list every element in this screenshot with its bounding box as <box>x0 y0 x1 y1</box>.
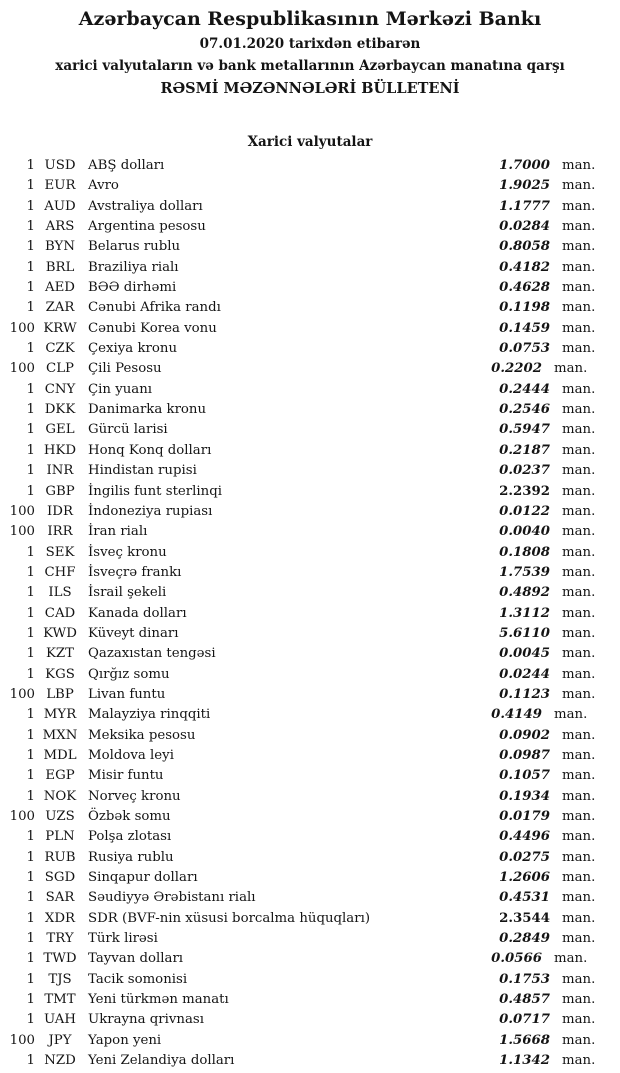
table-row <box>0 400 620 420</box>
row-unit-label: man. <box>562 666 596 682</box>
table-row <box>0 441 620 461</box>
table-row <box>0 319 620 339</box>
row-currency-name: Rusiya rublu <box>88 849 174 865</box>
row-unit-label: man. <box>562 422 596 438</box>
row-unit-label: man. <box>562 788 596 804</box>
row-unit-label: man. <box>562 320 596 336</box>
row-unit-label: man. <box>562 259 596 275</box>
row-nominal: 1 <box>26 849 35 865</box>
row-unit-label: man. <box>562 503 596 519</box>
row-nominal: 1 <box>26 890 35 906</box>
row-rate: 0.1753 <box>499 971 550 987</box>
row-currency-name: Cənubi Afrika randı <box>88 300 221 316</box>
row-nominal: 100 <box>9 686 35 702</box>
row-rate: 0.4628 <box>499 280 550 296</box>
row-currency-code: SEK <box>45 544 75 560</box>
row-rate: 0.0717 <box>499 1012 550 1028</box>
row-unit-label: man. <box>554 707 588 723</box>
row-currency-name: Argentina pesosu <box>88 219 206 235</box>
row-rate: 0.1934 <box>499 788 550 804</box>
row-currency-name: Çin yuanı <box>88 381 153 397</box>
row-currency-name: Tayvan dolları <box>88 951 184 967</box>
row-nominal: 1 <box>26 1012 35 1028</box>
row-currency-name: Avro <box>88 178 119 194</box>
table-row <box>0 685 620 705</box>
row-currency-name: Misir funtu <box>88 768 164 784</box>
row-unit-label: man. <box>562 564 596 580</box>
row-currency-code: UAH <box>44 1012 76 1028</box>
row-unit-label: man. <box>562 381 596 397</box>
row-currency-code: EGP <box>45 768 75 784</box>
row-unit-label: man. <box>562 890 596 906</box>
row-rate: 0.0284 <box>499 219 550 235</box>
row-unit-label: man. <box>562 178 596 194</box>
table-row <box>0 522 620 542</box>
row-currency-code: ZAR <box>45 300 75 316</box>
effective-date-line: 07.01.2020 tarixdən etibarən <box>199 36 421 52</box>
row-rate: 0.0244 <box>499 666 550 682</box>
row-currency-code: PLN <box>45 829 75 845</box>
row-currency-name: Cənubi Korea vonu <box>88 320 217 336</box>
row-currency-name: ABŞ dolları <box>88 158 165 173</box>
row-unit-label: man. <box>562 870 596 886</box>
row-unit-label: man. <box>562 483 596 499</box>
row-currency-name: Tacik somonisi <box>88 971 188 987</box>
row-currency-code: AUD <box>44 198 76 214</box>
row-currency-name: Polşa zlotası <box>88 829 172 845</box>
row-rate: 0.1057 <box>499 768 550 784</box>
row-unit-label: man. <box>562 768 596 784</box>
row-nominal: 1 <box>26 381 35 397</box>
row-currency-name: Kanada dolları <box>88 605 187 621</box>
row-rate: 0.4857 <box>499 992 550 1008</box>
table-row <box>0 746 620 766</box>
row-rate: 1.1342 <box>499 1053 550 1069</box>
row-unit-label: man. <box>562 341 596 357</box>
row-currency-name: Türk lirəsi <box>88 931 158 947</box>
row-nominal: 1 <box>26 747 35 763</box>
row-unit-label: man. <box>562 686 596 702</box>
row-unit-label: man. <box>562 727 596 743</box>
row-currency-code: MDL <box>43 747 77 763</box>
table-row <box>0 502 620 522</box>
row-currency-code: CAD <box>44 605 76 621</box>
row-rate: 1.7000 <box>499 158 550 173</box>
row-rate: 0.1808 <box>499 544 550 560</box>
table-row <box>0 298 620 318</box>
row-currency-code: ARS <box>45 219 75 235</box>
row-unit-label: man. <box>562 1012 596 1028</box>
row-currency-code: TMT <box>44 992 76 1008</box>
table-row <box>0 237 620 257</box>
row-rate: 0.1459 <box>499 320 550 336</box>
row-currency-name: İngilis funt sterlinqi <box>88 483 222 499</box>
row-currency-name: Qazaxıstan tengəsi <box>88 646 216 662</box>
row-rate: 0.0566 <box>491 951 542 967</box>
row-rate: 1.1777 <box>499 198 550 214</box>
row-rate: 2.3544 <box>499 910 550 926</box>
table-row <box>0 563 620 583</box>
row-nominal: 1 <box>26 951 35 967</box>
row-currency-name: Braziliya rialı <box>88 259 179 275</box>
row-unit-label: man. <box>562 971 596 987</box>
row-nominal: 100 <box>9 503 35 519</box>
row-currency-name: Livan funtu <box>88 686 166 702</box>
row-rate: 0.4149 <box>491 707 542 723</box>
row-currency-name: Çili Pesosu <box>88 361 162 377</box>
table-row <box>0 197 620 217</box>
table-row <box>0 461 620 481</box>
row-currency-name: İsveç kronu <box>88 544 167 560</box>
table-row <box>0 1010 620 1030</box>
table-row <box>0 848 620 868</box>
row-rate: 0.4531 <box>499 890 550 906</box>
table-row <box>0 420 620 440</box>
table-row <box>0 949 620 969</box>
row-currency-name: Qırğız somu <box>88 666 170 682</box>
row-currency-name: İndoneziya rupiası <box>88 503 213 519</box>
row-currency-code: KZT <box>45 646 75 662</box>
table-row <box>0 970 620 990</box>
table-row <box>0 1051 620 1071</box>
row-unit-label: man. <box>562 829 596 845</box>
row-rate: 0.2849 <box>499 931 550 947</box>
table-row <box>0 339 620 359</box>
row-nominal: 1 <box>26 768 35 784</box>
table-row <box>0 278 620 298</box>
row-rate: 1.2606 <box>499 870 550 886</box>
row-currency-name: Belarus rublu <box>88 239 181 255</box>
row-nominal: 1 <box>26 829 35 845</box>
row-unit-label: man. <box>562 585 596 601</box>
row-currency-code: ILS <box>48 585 72 601</box>
row-nominal: 1 <box>26 910 35 926</box>
row-currency-code: TRY <box>46 931 74 947</box>
row-currency-code: CHF <box>44 564 76 580</box>
row-unit-label: man. <box>562 239 596 255</box>
row-currency-name: Özbək somu <box>88 809 171 824</box>
row-currency-name: Honq Konq dolları <box>88 442 212 458</box>
row-rate: 0.0179 <box>499 809 550 824</box>
row-unit-label: man. <box>562 402 596 418</box>
row-currency-name: İsrail şekeli <box>88 585 167 601</box>
table-row <box>0 807 620 827</box>
section-title-foreign-currencies: Xarici valyutalar <box>247 134 373 150</box>
row-currency-name: Yeni Zelandiya dolları <box>88 1053 235 1069</box>
row-currency-code: MYR <box>43 707 77 723</box>
row-rate: 1.3112 <box>499 605 550 621</box>
row-nominal: 100 <box>9 320 35 336</box>
row-currency-code: NOK <box>43 788 77 804</box>
table-row <box>0 258 620 278</box>
row-rate: 0.0902 <box>499 727 550 743</box>
row-rate: 0.5947 <box>499 422 550 438</box>
row-nominal: 1 <box>26 239 35 255</box>
row-nominal: 1 <box>26 219 35 235</box>
row-unit-label: man. <box>562 1053 596 1069</box>
row-unit-label: man. <box>562 646 596 662</box>
table-row <box>0 868 620 888</box>
row-nominal: 1 <box>26 788 35 804</box>
bank-title: Azərbaycan Respublikasının Mərkəzi Bankı <box>78 8 542 30</box>
table-row <box>0 624 620 644</box>
row-currency-code: KGS <box>45 666 75 682</box>
row-nominal: 1 <box>26 280 35 296</box>
row-currency-code: RUB <box>44 849 76 865</box>
row-currency-code: LBP <box>46 686 74 702</box>
row-rate: 0.0040 <box>499 524 550 540</box>
row-currency-code: JPY <box>48 1032 72 1048</box>
row-unit-label: man. <box>562 625 596 641</box>
row-currency-code: EUR <box>44 178 76 194</box>
table-row <box>0 705 620 725</box>
row-nominal: 1 <box>26 341 35 357</box>
table-row <box>0 1031 620 1051</box>
row-unit-label: man. <box>562 1032 596 1048</box>
row-nominal: 1 <box>26 992 35 1008</box>
table-row <box>0 176 620 196</box>
row-nominal: 1 <box>26 1053 35 1069</box>
row-currency-name: BƏƏ dirhəmi <box>88 280 177 296</box>
row-currency-code: KRW <box>43 320 77 336</box>
row-nominal: 100 <box>9 361 35 377</box>
row-nominal: 100 <box>9 524 35 540</box>
row-nominal: 1 <box>26 422 35 438</box>
table-row <box>0 604 620 624</box>
row-rate: 0.2444 <box>499 381 550 397</box>
row-nominal: 1 <box>26 158 35 173</box>
row-unit-label: man. <box>562 158 596 173</box>
row-currency-name: Yeni türkmən manatı <box>88 992 229 1008</box>
row-rate: 0.0122 <box>499 503 550 519</box>
row-currency-code: SGD <box>44 870 76 886</box>
row-rate: 1.9025 <box>499 178 550 194</box>
row-unit-label: man. <box>562 747 596 763</box>
row-rate: 0.1123 <box>499 686 550 702</box>
row-currency-code: DKK <box>44 402 76 418</box>
row-rate: 0.2187 <box>499 442 550 458</box>
row-nominal: 1 <box>26 870 35 886</box>
row-unit-label: man. <box>562 300 596 316</box>
row-currency-name: Norveç kronu <box>88 788 181 804</box>
row-nominal: 1 <box>26 564 35 580</box>
row-currency-name: SDR (BVF-nin xüsusi borcalma hüquqları) <box>88 910 371 926</box>
bulletin-header <box>0 0 620 100</box>
row-unit-label: man. <box>554 951 588 967</box>
row-rate: 1.7539 <box>499 564 550 580</box>
row-currency-name: İran rialı <box>88 524 148 540</box>
table-row <box>0 156 620 176</box>
row-unit-label: man. <box>562 992 596 1008</box>
row-nominal: 1 <box>26 625 35 641</box>
row-rate: 0.4496 <box>499 829 550 845</box>
row-rate: 0.2202 <box>491 361 542 377</box>
row-currency-name: Hindistan rupisi <box>88 463 197 479</box>
row-currency-code: INR <box>46 463 74 479</box>
row-rate: 0.0237 <box>499 463 550 479</box>
row-rate: 0.0275 <box>499 849 550 865</box>
row-currency-code: CNY <box>44 381 76 397</box>
row-currency-code: TWD <box>43 951 77 967</box>
row-unit-label: man. <box>562 198 596 214</box>
row-currency-code: GBP <box>45 483 75 499</box>
row-currency-name: Moldova leyi <box>88 747 174 763</box>
row-nominal: 1 <box>26 300 35 316</box>
row-currency-name: İsveçrə frankı <box>88 564 182 580</box>
table-row <box>0 359 620 379</box>
row-rate: 0.1198 <box>499 300 550 316</box>
row-currency-code: USD <box>44 158 76 173</box>
row-unit-label: man. <box>562 849 596 865</box>
row-currency-name: Küveyt dinarı <box>88 625 179 641</box>
row-unit-label: man. <box>562 280 596 296</box>
row-rate: 0.4182 <box>499 259 550 275</box>
row-currency-name: Meksika pesosu <box>88 727 196 743</box>
row-nominal: 1 <box>26 178 35 194</box>
row-nominal: 100 <box>9 809 35 824</box>
row-nominal: 1 <box>26 259 35 275</box>
table-row <box>0 766 620 786</box>
row-unit-label: man. <box>554 361 588 377</box>
row-nominal: 1 <box>26 971 35 987</box>
row-nominal: 1 <box>26 931 35 947</box>
table-row <box>0 543 620 563</box>
table-row <box>0 929 620 949</box>
row-currency-code: GEL <box>45 422 75 438</box>
row-nominal: 100 <box>9 1032 35 1048</box>
row-nominal: 1 <box>26 483 35 499</box>
row-rate: 0.0753 <box>499 341 550 357</box>
row-currency-code: NZD <box>44 1053 76 1069</box>
row-currency-name: Səudiyyə Ərəbistanı rialı <box>88 890 256 906</box>
row-currency-name: Çexiya kronu <box>88 341 178 357</box>
row-currency-code: TJS <box>48 971 72 987</box>
row-currency-code: CZK <box>45 341 75 357</box>
row-rate: 2.2392 <box>499 483 550 499</box>
row-rate: 0.2546 <box>499 402 550 418</box>
row-rate: 5.6110 <box>499 625 550 641</box>
table-row <box>0 888 620 908</box>
row-unit-label: man. <box>562 605 596 621</box>
table-row <box>0 482 620 502</box>
row-nominal: 1 <box>26 402 35 418</box>
row-unit-label: man. <box>562 910 596 926</box>
table-row <box>0 583 620 603</box>
row-nominal: 1 <box>26 605 35 621</box>
row-currency-code: XDR <box>44 910 76 926</box>
table-row <box>0 217 620 237</box>
row-currency-name: Ukrayna qrivnası <box>88 1012 204 1028</box>
table-row <box>0 726 620 746</box>
row-currency-name: Avstraliya dolları <box>88 198 203 214</box>
row-currency-name: Malayziya rinqqiti <box>88 707 211 723</box>
row-nominal: 1 <box>26 198 35 214</box>
row-unit-label: man. <box>562 219 596 235</box>
row-rate: 0.4892 <box>499 585 550 601</box>
row-currency-code: CLP <box>46 361 74 377</box>
row-currency-name: Sinqapur dolları <box>88 870 198 886</box>
table-row <box>0 827 620 847</box>
table-row <box>0 380 620 400</box>
row-nominal: 1 <box>26 585 35 601</box>
row-nominal: 1 <box>26 544 35 560</box>
row-unit-label: man. <box>562 931 596 947</box>
row-currency-code: IRR <box>47 524 73 540</box>
row-currency-name: Danimarka kronu <box>88 402 207 418</box>
row-nominal: 1 <box>26 463 35 479</box>
row-rate: 1.5668 <box>499 1032 550 1048</box>
row-currency-code: BYN <box>45 239 75 255</box>
row-rate: 0.0987 <box>499 747 550 763</box>
row-unit-label: man. <box>562 442 596 458</box>
table-row <box>0 909 620 929</box>
row-currency-code: UZS <box>45 809 75 824</box>
row-currency-code: AED <box>45 280 75 296</box>
row-currency-code: MXN <box>42 727 78 743</box>
row-nominal: 1 <box>26 727 35 743</box>
row-unit-label: man. <box>562 463 596 479</box>
row-nominal: 1 <box>26 442 35 458</box>
row-nominal: 1 <box>26 666 35 682</box>
table-row <box>0 644 620 664</box>
subject-line: xarici valyutaların və bank metallarının Azərbaycan manatına qarşı <box>55 58 565 74</box>
row-currency-code: IDR <box>47 503 73 519</box>
row-currency-name: Gürcü larisi <box>88 422 168 438</box>
bulletin-title: RƏSMİ MƏZƏNNƏLƏRİ BÜLLETENİ <box>160 80 460 97</box>
row-unit-label: man. <box>562 809 596 824</box>
row-rate: 0.0045 <box>499 646 550 662</box>
rates-table <box>0 156 620 1071</box>
row-currency-name: Yapon yeni <box>88 1032 162 1048</box>
row-currency-code: HKD <box>43 442 77 458</box>
row-rate: 0.8058 <box>499 239 550 255</box>
row-nominal: 1 <box>26 646 35 662</box>
row-currency-code: KWD <box>43 625 77 641</box>
row-currency-code: SAR <box>45 890 75 906</box>
row-unit-label: man. <box>562 544 596 560</box>
row-currency-code: BRL <box>45 259 75 275</box>
table-row <box>0 665 620 685</box>
table-row <box>0 990 620 1010</box>
table-row <box>0 787 620 807</box>
row-nominal: 1 <box>26 707 35 723</box>
row-unit-label: man. <box>562 524 596 540</box>
